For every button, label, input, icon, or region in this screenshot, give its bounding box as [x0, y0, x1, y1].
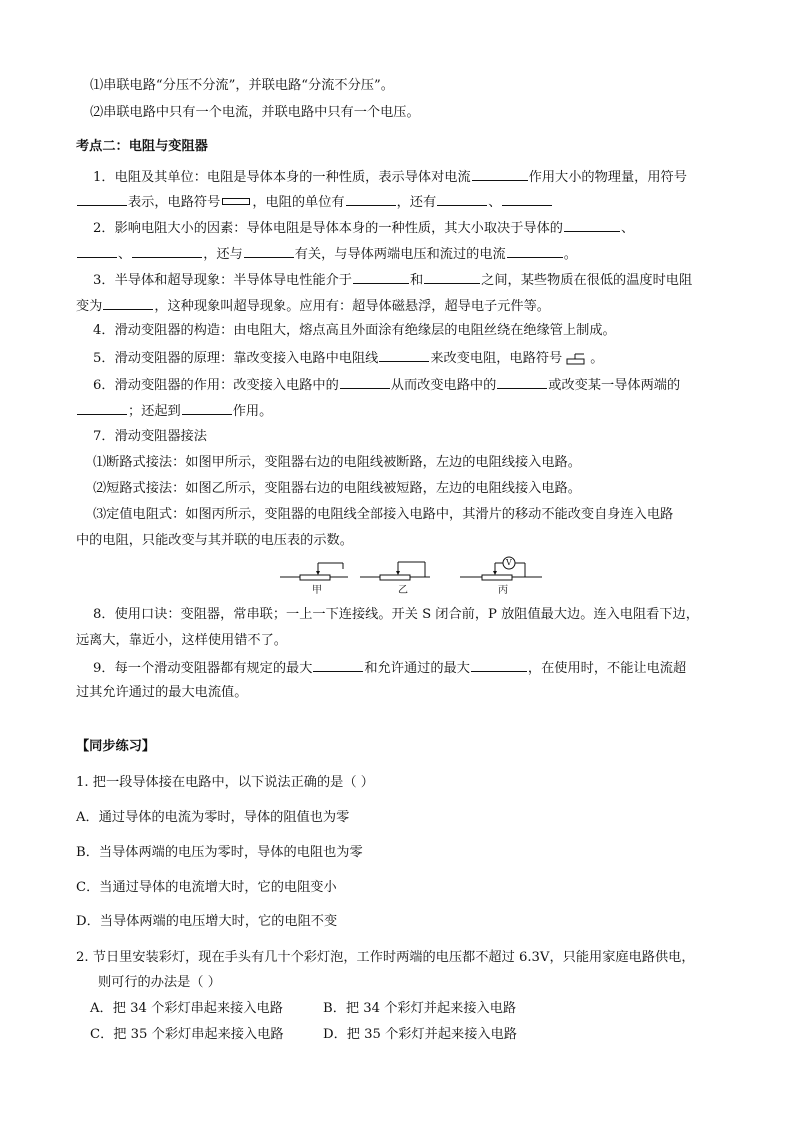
blank: [353, 270, 409, 284]
blank: [507, 244, 563, 258]
item-7-title: 7．滑动变阻器接法: [93, 429, 207, 444]
item-6-line-2: ；还起到 作用。: [76, 401, 272, 421]
item-9-line-1: 9．每一个滑动变阻器都有规定的最大 和允许通过的最大 ，在使用时，不能让电流超: [93, 658, 686, 678]
question-2-option-b: B．把 34 个彩灯并起来接入电路: [323, 1001, 517, 1016]
item-7-method-2: ⑵短路式接法：如图乙所示，变阻器右边的电阻线被短路，左边的电阻线接入电路。: [93, 481, 581, 496]
figure-label-bing: 丙: [498, 585, 508, 596]
item-9-line-2: 过其允许通过的最大电流值。: [76, 685, 248, 700]
item-7-method-1: ⑴断路式接法：如图甲所示，变阻器右边的电阻线被断路，左边的电阻线接入电路。: [93, 455, 581, 470]
item-1-line-2: 表示，电路符号 ，电阻的单位有 ，还有 、: [76, 192, 553, 212]
item-8-line-2: 远离大，靠近小，这样使用错不了。: [76, 633, 287, 648]
blank: [502, 192, 552, 206]
item-8-line-1: 8．使用口诀：变阻器，常串联；一上一下连接线。开关 S 闭合前，P 放阻值最大边。连入电阻看下边，: [93, 607, 699, 622]
figure-label-jia: 甲: [312, 585, 322, 596]
voltmeter-label: V: [506, 558, 512, 567]
question-2-option-a: A．把 34 个彩灯串起来接入电路: [90, 1001, 283, 1016]
item-4: 4．滑动变阻器的构造：由电阻大，熔点高且外面涂有绝缘层的电阻丝绕在绝缘管上制成。: [93, 323, 616, 338]
item-2-line-1: 2．影响电阻大小的因素：导体电阻是导体本身的一种性质，其大小取决于导体的 、: [93, 218, 634, 238]
item-6-line-1: 6．滑动变阻器的作用：改变接入电路中的 从而改变电路中的 或改变某一导体两端的: [93, 375, 680, 395]
blank: [346, 192, 396, 206]
rheostat-connection-figures: [280, 555, 550, 599]
blank: [340, 375, 390, 389]
section-heading-2: 考点二：电阻与变阻器: [76, 139, 208, 154]
blank: [244, 244, 294, 258]
question-1-option-d: D．当导体两端的电压增大时，它的电阻不变: [76, 914, 338, 929]
question-1: 1. 把一段导体接在电路中，以下说法正确的是（ ）: [76, 775, 374, 790]
blank: [424, 270, 480, 284]
blank: [132, 244, 202, 258]
section-heading-practice: 【同步练习】: [76, 739, 156, 754]
question-2-option-d: D．把 35 个彩灯并起来接入电路: [323, 1027, 517, 1042]
blank: [437, 192, 487, 206]
item-1-line-1: 1．电阻及其单位：电阻是导体本身的一种性质，表示导体对电流 作用大小的物理量，用符号: [93, 167, 687, 187]
item-3-line-2: 变为 ，这种现象叫超导现象。应用有：超导体磁悬浮，超导电子元件等。: [76, 296, 550, 316]
item-5: 5．滑动变阻器的原理：靠改变接入电路中电阻线 来改变电阻，电路符号 。: [93, 348, 603, 368]
item-3-line-1: 3．半导体和超导现象：半导体导电性能介于 和 之间，某些物质在很低的温度时电阻: [93, 270, 692, 290]
blank: [379, 348, 429, 362]
question-2-line-1: 2. 节日里安装彩灯，现在手头有几十个彩灯泡，工作时两端的电压都不超过 6.3V，只能用家庭电路供电，: [76, 950, 695, 965]
rheostat-symbol-icon: [564, 352, 588, 366]
blank: [77, 401, 127, 415]
blank: [564, 218, 620, 232]
item-7-method-3-line-1: ⑶定值电阻式：如图丙所示，变阻器的电阻线全部接入电路中，其滑片的移动不能改变自身连入电路: [93, 507, 674, 522]
figure-label-yi: 乙: [398, 585, 408, 596]
question-2-option-c: C．把 35 个彩灯串起来接入电路: [90, 1027, 284, 1042]
question-1-option-a: A．通过导体的电流为零时，导体的阻值也为零: [76, 810, 350, 825]
item-2-line-2: 、 ，还与 有关，与导体两端电压和流过的电流 。: [76, 244, 577, 264]
blank: [77, 192, 127, 206]
blank: [77, 244, 117, 258]
line-series-parallel-1: ⑴串联电路“分压不分流”，并联电路“分流不分压”。: [90, 78, 394, 93]
blank: [103, 296, 153, 310]
question-2-line-2: 则可行的办法是（ ）: [98, 975, 221, 990]
blank: [313, 658, 363, 672]
blank: [497, 375, 547, 389]
blank: [471, 658, 527, 672]
item-7-method-3-line-2: 中的电阻，只能改变与其并联的电压表的示数。: [76, 533, 353, 548]
question-1-option-c: C．当通过导体的电流增大时，它的电阻变小: [76, 880, 337, 895]
blank: [182, 401, 232, 415]
question-1-option-b: B．当导体两端的电压为零时，导体的电阻也为零: [76, 845, 363, 860]
resistor-symbol-icon: [222, 198, 250, 205]
line-series-parallel-2: ⑵串联电路中只有一个电流，并联电路中只有一个电压。: [90, 105, 420, 120]
blank: [472, 167, 528, 181]
